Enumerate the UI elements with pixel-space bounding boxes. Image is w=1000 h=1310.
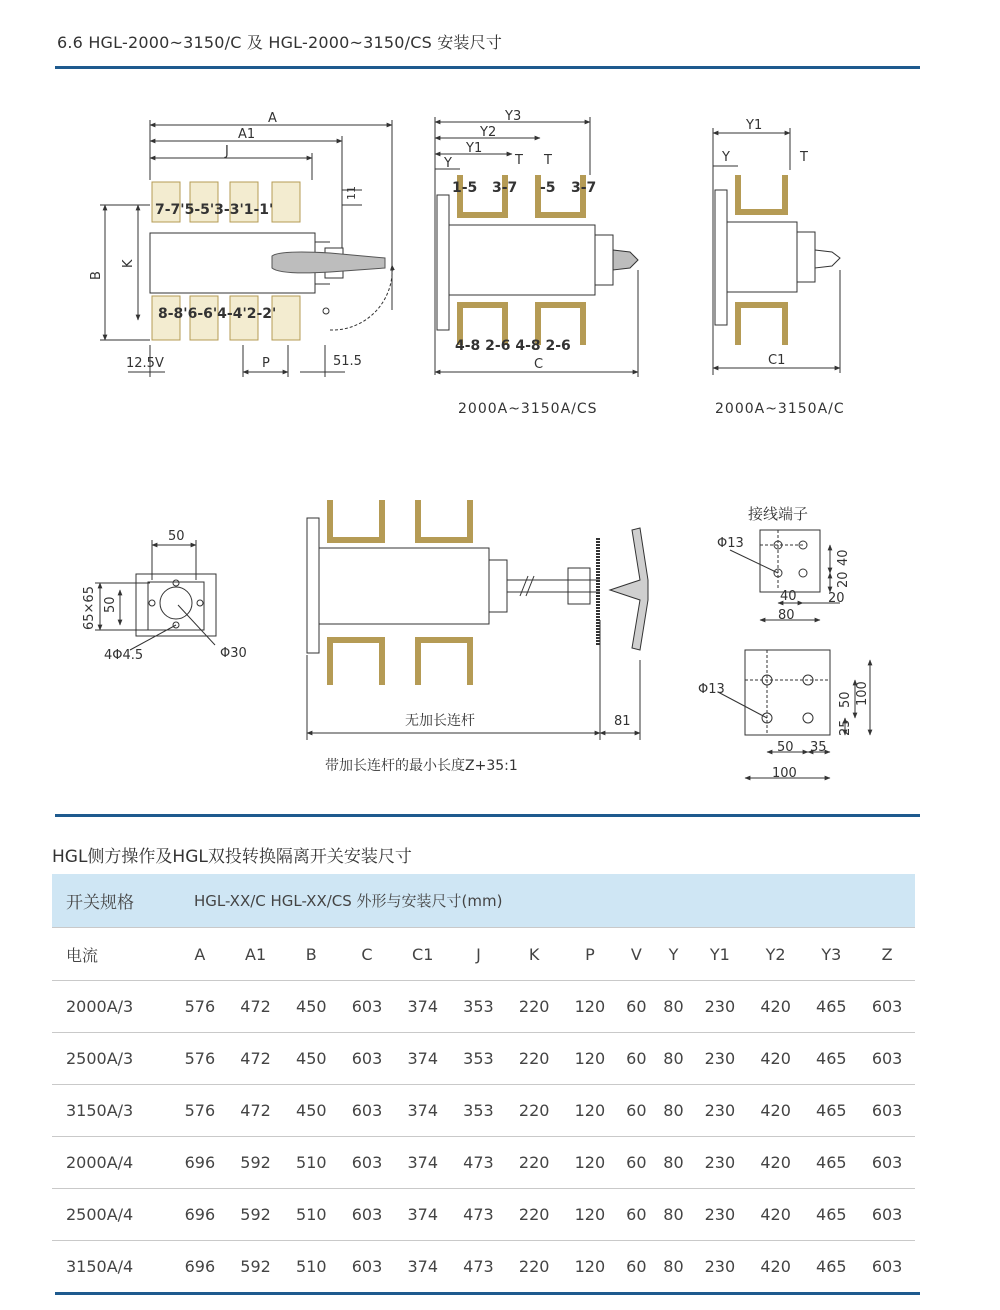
table-cell: 420 (748, 1137, 804, 1189)
table-cell: 420 (748, 1033, 804, 1085)
table-cell: 220 (518, 1257, 550, 1276)
dim-Y2: Y2 (480, 125, 497, 140)
table-cell: 374 (395, 1189, 451, 1241)
table-cell: 603 (871, 1257, 903, 1276)
dim-J: J (225, 144, 229, 159)
dim-Y3: Y3 (505, 109, 522, 124)
table-cell: 220 (506, 1189, 562, 1241)
table-cell: 576 (172, 1085, 228, 1137)
hole-phi13-b: Φ13 (698, 682, 725, 697)
table-cell: 353 (451, 1085, 507, 1137)
table-cell: 603 (859, 1137, 915, 1189)
table-cell: 473 (463, 1257, 494, 1276)
dim-50-side: 50 (103, 596, 118, 613)
dim-C: C (534, 357, 544, 372)
dim-Y1-c: Y1 (746, 118, 763, 133)
cs-label-3-7: 3-7 (492, 180, 518, 196)
table-cell: 120 (562, 1137, 618, 1189)
table-cell: 120 (562, 981, 618, 1033)
table-cell: 120 (562, 1085, 618, 1137)
column-header: C1 (395, 928, 451, 981)
column-header: A (172, 928, 228, 981)
table-cell: 576 (172, 1033, 228, 1085)
table-cell: 603 (859, 981, 915, 1033)
table-row (52, 1241, 915, 1293)
column-header: J (451, 928, 507, 981)
hole-phi30: Φ30 (220, 646, 247, 661)
extended-rod-drawing (307, 500, 648, 740)
dim-50-v2: 50 (838, 691, 853, 708)
table-cell: 603 (339, 1137, 395, 1189)
column-header: B (283, 928, 339, 981)
table-cell: 465 (803, 1085, 859, 1137)
cs-bottom-labels: 4-8 2-6 4-8 2-6 (455, 338, 571, 354)
column-header: Y1 (692, 928, 748, 981)
table-row (52, 981, 915, 1033)
table-cell: 576 (172, 981, 228, 1033)
table-cell: 473 (451, 1189, 507, 1241)
cs-label-1-5: 1-5 (452, 180, 478, 196)
column-header: Y3 (803, 928, 859, 981)
spec-header-row (52, 874, 915, 928)
dim-A1: A1 (238, 127, 256, 142)
table-cell: 230 (692, 1033, 748, 1085)
installation-drawings (0, 70, 1000, 810)
table-title: HGL侧方操作及HGL双投转换隔离开关安装尺寸 (52, 847, 412, 867)
dim-40-v: 40 (836, 549, 851, 566)
column-header: P (562, 928, 618, 981)
table-cell: 120 (562, 1033, 618, 1085)
table-cell: 696 (172, 1189, 228, 1241)
dim-40-h: 40 (780, 589, 797, 604)
dim-K: K (121, 259, 136, 268)
column-header: A1 (228, 928, 284, 981)
dim-11: 11 (345, 186, 358, 200)
table-cell: 696 (172, 1137, 228, 1189)
dim-A: A (268, 111, 277, 126)
table-cell: 60 (618, 1085, 655, 1137)
table-cell: 220 (506, 1033, 562, 1085)
table-cell: 420 (748, 981, 804, 1033)
row-current-cell: 3150A/3 (52, 1085, 172, 1137)
table-cell: 510 (296, 1257, 327, 1276)
front-view-drawing (100, 120, 392, 377)
table-cell: 473 (451, 1137, 507, 1189)
row-current-cell: 2500A/4 (52, 1189, 172, 1241)
dim-50-h2: 50 (777, 740, 794, 755)
table-cell: 603 (859, 1189, 915, 1241)
dim-Y1: Y1 (466, 141, 483, 156)
terminal-title: 接线端子 (748, 505, 809, 523)
column-header: Y (655, 928, 692, 981)
table-cell: 465 (816, 1257, 847, 1276)
cs-label-5: -5 (540, 180, 556, 196)
section-divider (55, 814, 920, 817)
table-cell: 230 (692, 1189, 748, 1241)
table-cell: 353 (451, 1033, 507, 1085)
table-cell: 603 (339, 1189, 395, 1241)
table-cell: 603 (339, 1033, 395, 1085)
dim-50-top: 50 (168, 529, 185, 544)
cs-label-3-7b: 3-7 (571, 180, 597, 196)
table-cell: 80 (655, 1137, 692, 1189)
dim-100-h: 100 (772, 766, 797, 781)
table-cell: 592 (228, 1137, 284, 1189)
spec-table (52, 874, 915, 1292)
table-cell: 510 (283, 1189, 339, 1241)
dim-V: 12.5V (126, 356, 164, 371)
table-cell: 60 (618, 1033, 655, 1085)
dim-B: B (89, 271, 104, 280)
caption-cs: 2000A~3150A/CS (458, 401, 598, 417)
table-cell: 80 (655, 981, 692, 1033)
table-cell: 420 (748, 1189, 804, 1241)
spec-label: 开关规格 (52, 874, 172, 928)
top-terminal-labels: 7-7'5-5'3-3'1-1' (155, 202, 274, 218)
table-cell: 80 (663, 1257, 684, 1276)
table-cell: 472 (228, 1033, 284, 1085)
spec-description: HGL-XX/C HGL-XX/CS 外形与安装尺寸(mm) (172, 874, 915, 928)
table-cell: 450 (283, 1085, 339, 1137)
row-current-cell: 2500A/3 (52, 1033, 172, 1085)
bottom-divider (55, 1292, 920, 1295)
dim-100-v: 100 (855, 681, 870, 706)
dim-35: 35 (810, 740, 827, 755)
table-cell: 603 (339, 981, 395, 1033)
dim-20-h: 20 (828, 591, 845, 606)
table-cell: 230 (704, 1257, 736, 1276)
table-row (52, 1033, 915, 1085)
dim-T-c: T (800, 150, 808, 165)
no-rod-label: 无加长连杆 (405, 713, 475, 729)
column-header: K (506, 928, 562, 981)
table-cell: 465 (803, 1137, 859, 1189)
table-cell: 374 (407, 1257, 438, 1276)
table-cell: 592 (240, 1257, 271, 1276)
table-cell: 472 (228, 1085, 284, 1137)
table-cell: 465 (803, 1189, 859, 1241)
table-cell: 696 (184, 1257, 216, 1276)
table-cell: 465 (803, 1033, 859, 1085)
row-current-cell: 3150A/4 (66, 1257, 134, 1276)
table-cell: 592 (228, 1189, 284, 1241)
table-cell: 374 (395, 1137, 451, 1189)
column-header: Z (859, 928, 915, 981)
table-cell: 450 (283, 1033, 339, 1085)
dim-T-2: T (544, 153, 552, 168)
dim-Y-c: Y (722, 150, 730, 165)
table-cell: 603 (339, 1085, 395, 1137)
dim-Y: Y (444, 156, 452, 171)
hole-4phi45: 4Φ4.5 (104, 648, 144, 663)
table-cell: 220 (506, 1137, 562, 1189)
terminal-detail-drawing (718, 530, 870, 778)
column-header: C (339, 928, 395, 981)
table-cell: 60 (626, 1257, 647, 1276)
column-header: Y2 (748, 928, 804, 981)
table-cell: 353 (451, 981, 507, 1033)
table-cell: 472 (228, 981, 284, 1033)
table-cell: 603 (351, 1257, 383, 1276)
table-cell: 80 (655, 1085, 692, 1137)
table-cell: 510 (283, 1137, 339, 1189)
table-row (52, 1085, 915, 1137)
table-cell: 60 (618, 1189, 655, 1241)
caption-c: 2000A~3150A/C (715, 401, 845, 417)
table-cell: 420 (748, 1085, 804, 1137)
dim-80: 80 (778, 608, 795, 623)
dim-81: 81 (614, 714, 631, 729)
rod-note: 带加长连杆的最小长度Z+35:1 (325, 758, 518, 774)
table-cell: 230 (692, 981, 748, 1033)
table-cell: 374 (395, 1033, 451, 1085)
table-cell: 450 (283, 981, 339, 1033)
dim-51-5: 51.5 (333, 354, 362, 369)
table-cell: 465 (803, 981, 859, 1033)
page-title: 6.6 HGL-2000~3150/C 及 HGL-2000~3150/CS 安装尺寸 (57, 33, 503, 52)
table-cell: 220 (506, 1085, 562, 1137)
dim-C1: C1 (768, 353, 786, 368)
table-cell: 230 (692, 1137, 748, 1189)
column-header: 电流 (52, 928, 172, 981)
table-row (52, 1137, 915, 1189)
dim-65x65: 65×65 (82, 586, 97, 630)
dim-P: P (262, 356, 270, 371)
table-row (52, 1189, 915, 1241)
table-cell: 60 (618, 1137, 655, 1189)
dim-20-v: 20 (836, 571, 851, 588)
bottom-terminal-labels: 8-8'6-6'4-4'2-2' (158, 306, 277, 322)
table-cell: 80 (655, 1189, 692, 1241)
c-side-view-drawing (713, 128, 840, 375)
table-cell: 230 (692, 1085, 748, 1137)
table-cell: 603 (859, 1085, 915, 1137)
table-cell: 80 (655, 1033, 692, 1085)
table-cell: 374 (395, 1085, 451, 1137)
table-cell: 120 (562, 1189, 618, 1241)
table-cell: 120 (574, 1257, 606, 1276)
hole-phi13-a: Φ13 (717, 536, 744, 551)
table-cell: 603 (859, 1033, 915, 1085)
column-header-row (52, 928, 915, 981)
table-cell: 220 (506, 981, 562, 1033)
table-cell: 60 (618, 981, 655, 1033)
mounting-hole-drawing (95, 540, 216, 650)
dim-25-v: 25 (838, 719, 853, 736)
top-divider (55, 66, 920, 69)
table-cell: 374 (395, 981, 451, 1033)
column-header: V (618, 928, 655, 981)
dim-T: T (515, 153, 523, 168)
table-cell: 420 (760, 1257, 791, 1276)
row-current-cell: 2000A/4 (52, 1137, 172, 1189)
row-current-cell: 2000A/3 (52, 981, 172, 1033)
